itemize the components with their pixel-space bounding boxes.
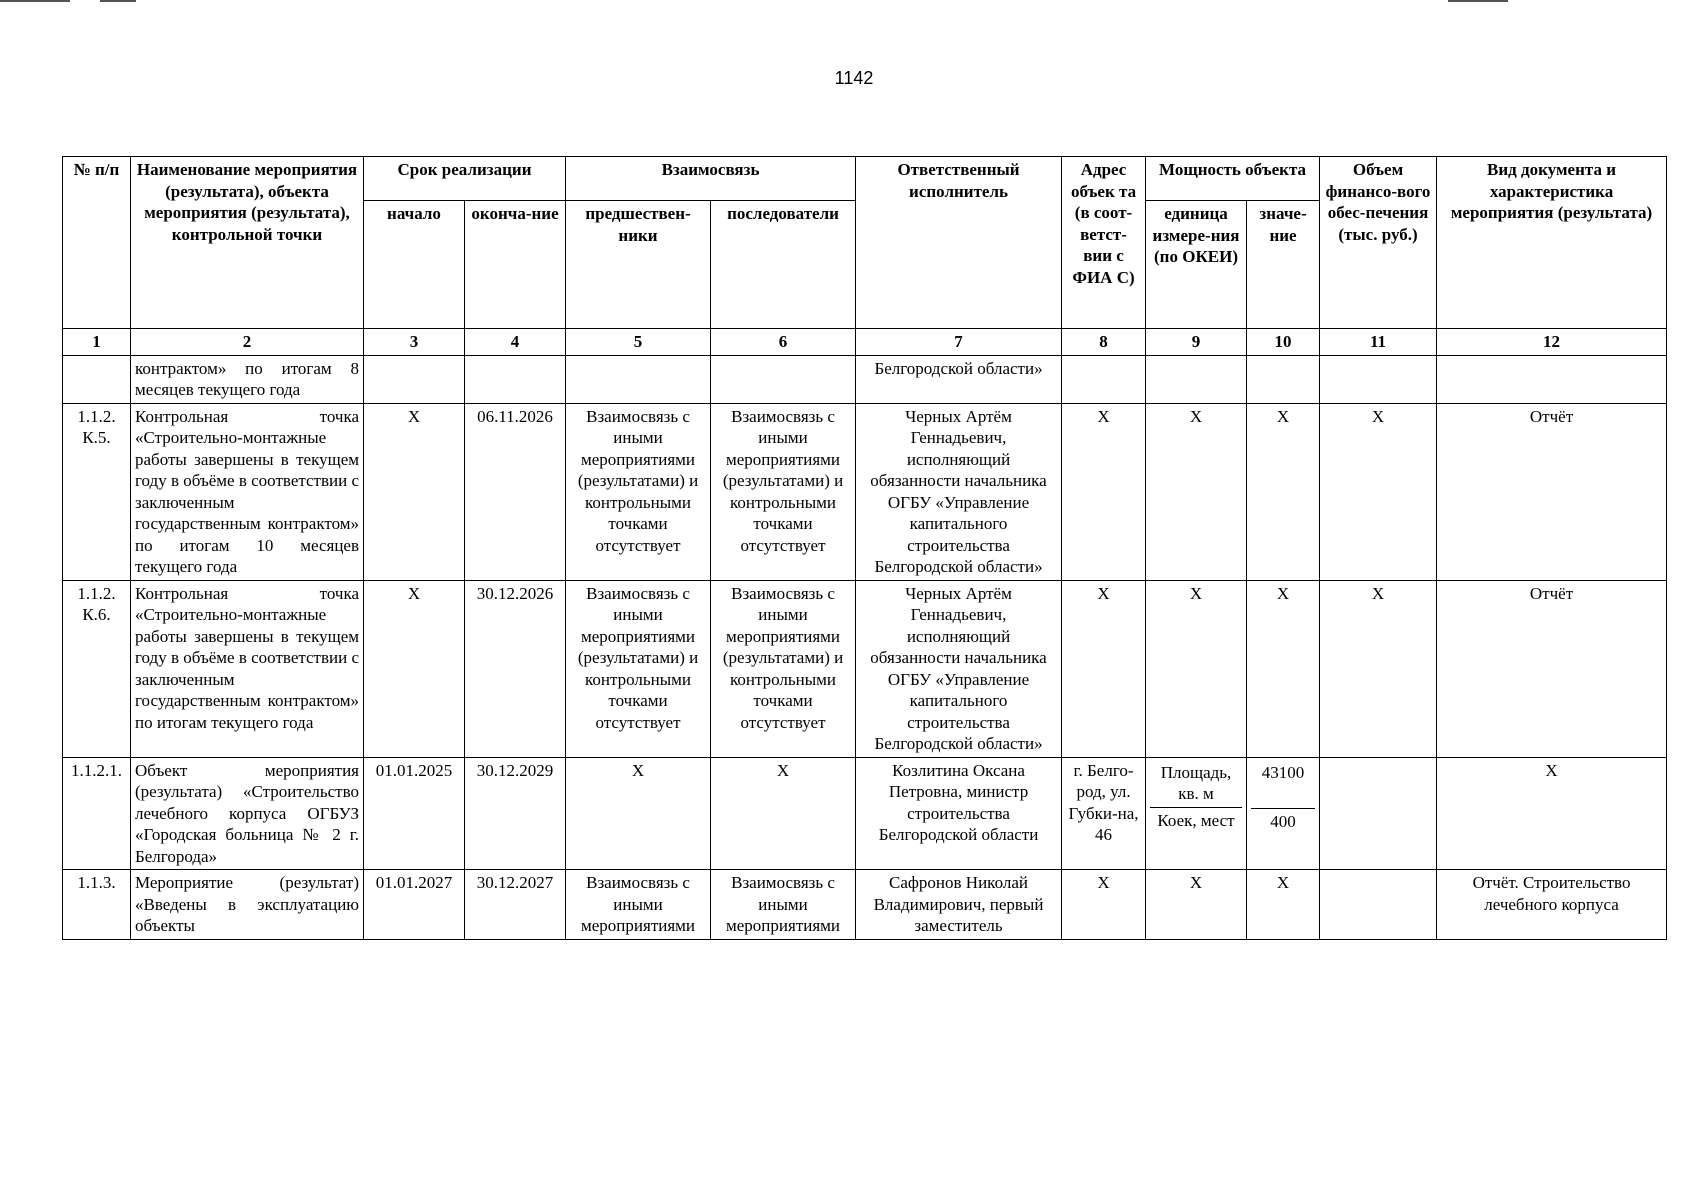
cell-value: X	[1247, 870, 1320, 940]
table-row	[63, 403, 1667, 580]
header-start: начало	[364, 201, 465, 329]
top-edge-mark-left-short	[100, 0, 136, 2]
cell-start: 01.01.2027	[364, 870, 465, 940]
cell-doc: Отчёт. Строительство лечебного корпуса	[1437, 870, 1667, 940]
cell-start: X	[364, 580, 465, 757]
cell-num	[63, 355, 131, 403]
table-row	[63, 870, 1667, 940]
cell-address: X	[1062, 580, 1146, 757]
column-number: 6	[711, 329, 856, 356]
header-address: Адрес объек та (в соот-ветст-вии с ФИА С)	[1062, 157, 1146, 329]
cell-successors: Взаимосвязь с иными мероприятиями (результатами) и контрольными точками отсутствует	[711, 580, 856, 757]
cell-unit: X	[1146, 870, 1247, 940]
column-number: 5	[566, 329, 711, 356]
cell-unit-beds: Коек, мест	[1150, 807, 1242, 834]
cell-finance	[1320, 355, 1437, 403]
column-number: 10	[1247, 329, 1320, 356]
cell-value-area: 43100	[1261, 762, 1305, 782]
cell-address: X	[1062, 403, 1146, 580]
header-successors: последователи	[711, 201, 856, 329]
cell-responsible: Козлитина Оксана Петровна, министр строительства Белгородской области	[856, 757, 1062, 870]
header-unit: единица измере-ния (по ОКЕИ)	[1146, 201, 1247, 329]
cell-doc	[1437, 355, 1667, 403]
header-relation: Взаимосвязь	[566, 157, 856, 201]
cell-successors	[711, 355, 856, 403]
cell-end: 30.12.2027	[465, 870, 566, 940]
cell-value: X	[1247, 403, 1320, 580]
cell-finance: X	[1320, 580, 1437, 757]
column-numbers-row	[63, 329, 1667, 356]
cell-finance: X	[1320, 403, 1437, 580]
header-period: Срок реализации	[364, 157, 566, 201]
cell-responsible: Белгородской области»	[856, 355, 1062, 403]
cell-unit-area: Площадь, кв. м	[1160, 762, 1232, 803]
cell-finance	[1320, 870, 1437, 940]
header-name: Наименование мероприятия (результата), объекта мероприятия (результата), контрольной точки	[131, 157, 364, 329]
cell-num: 1.1.2.1.	[63, 757, 131, 870]
cell-successors: Взаимосвязь с иными мероприятиями	[711, 870, 856, 940]
cell-finance	[1320, 757, 1437, 870]
cell-address: г. Белго-род, ул. Губки-на, 46	[1062, 757, 1146, 870]
cell-start: X	[364, 403, 465, 580]
top-edge-mark-right	[1448, 0, 1508, 2]
cell-address	[1062, 355, 1146, 403]
cell-start	[364, 355, 465, 403]
table-row	[63, 757, 1667, 870]
column-number: 2	[131, 329, 364, 356]
cell-doc: X	[1437, 757, 1667, 870]
cell-doc: Отчёт	[1437, 580, 1667, 757]
cell-predecessors	[566, 355, 711, 403]
cell-num: 1.1.2. К.5.	[63, 403, 131, 580]
table-row	[63, 580, 1667, 757]
column-number: 12	[1437, 329, 1667, 356]
cell-value-group	[1247, 757, 1320, 870]
header-predecessors: предшествен-ники	[566, 201, 711, 329]
cell-name: Контрольная точка «Строительно-монтажные работы завершены в текущем году в объёме в соответствии с заключенным государственным контрактом» по итогам текущего года	[131, 580, 364, 757]
cell-name: Объект мероприятия (результата) «Строительство лечебного корпуса ОГБУЗ «Городская больница № 2 г. Белгорода»	[131, 757, 364, 870]
header-num: № п/п	[63, 157, 131, 329]
cell-value-beds: 400	[1251, 808, 1315, 835]
cell-unit: X	[1146, 580, 1247, 757]
table-row	[63, 355, 1667, 403]
cell-value: X	[1247, 580, 1320, 757]
column-number: 8	[1062, 329, 1146, 356]
cell-doc: Отчёт	[1437, 403, 1667, 580]
cell-end: 06.11.2026	[465, 403, 566, 580]
cell-responsible: Черных Артём Геннадьевич, исполняющий обязанности начальника ОГБУ «Управление капитального строительства Белгородской области»	[856, 403, 1062, 580]
cell-name: Мероприятие (результат) «Введены в эксплуатацию объекты	[131, 870, 364, 940]
cell-responsible: Черных Артём Геннадьевич, исполняющий обязанности начальника ОГБУ «Управление капитального строительства Белгородской области»	[856, 580, 1062, 757]
header-responsible: Ответственный исполнитель	[856, 157, 1062, 329]
column-number: 3	[364, 329, 465, 356]
page-number: 1142	[834, 68, 874, 88]
header-value: значе-ние	[1247, 201, 1320, 329]
plan-table	[62, 156, 1667, 940]
cell-successors: Взаимосвязь с иными мероприятиями (результатами) и контрольными точками отсутствует	[711, 403, 856, 580]
cell-responsible: Сафронов Николай Владимирович, первый заместитель	[856, 870, 1062, 940]
cell-num: 1.1.2. К.6.	[63, 580, 131, 757]
cell-unit	[1146, 355, 1247, 403]
column-number: 9	[1146, 329, 1247, 356]
cell-predecessors: X	[566, 757, 711, 870]
column-number: 7	[856, 329, 1062, 356]
column-number: 11	[1320, 329, 1437, 356]
cell-num: 1.1.3.	[63, 870, 131, 940]
column-number: 4	[465, 329, 566, 356]
cell-end	[465, 355, 566, 403]
cell-predecessors: Взаимосвязь с иными мероприятиями (результатами) и контрольными точками отсутствует	[566, 403, 711, 580]
header-finance: Объем финансо-вого обес-печения (тыс. руб.)	[1320, 157, 1437, 329]
cell-unit-group	[1146, 757, 1247, 870]
cell-predecessors: Взаимосвязь с иными мероприятиями (результатами) и контрольными точками отсутствует	[566, 580, 711, 757]
cell-successors: X	[711, 757, 856, 870]
cell-unit: X	[1146, 403, 1247, 580]
cell-predecessors: Взаимосвязь с иными мероприятиями	[566, 870, 711, 940]
cell-value	[1247, 355, 1320, 403]
header-capacity: Мощность объекта	[1146, 157, 1320, 201]
cell-name: контрактом» по итогам 8 месяцев текущего года	[131, 355, 364, 403]
cell-start: 01.01.2025	[364, 757, 465, 870]
cell-address: X	[1062, 870, 1146, 940]
header-doc: Вид документа и характеристика мероприятия (результата)	[1437, 157, 1667, 329]
top-edge-mark-left	[0, 0, 70, 2]
cell-name: Контрольная точка «Строительно-монтажные работы завершены в текущем году в объёме в соответствии с заключенным государственным контрактом» по итогам 10 месяцев текущего года	[131, 403, 364, 580]
cell-end: 30.12.2029	[465, 757, 566, 870]
cell-end: 30.12.2026	[465, 580, 566, 757]
header-end: оконча-ние	[465, 201, 566, 329]
column-number: 1	[63, 329, 131, 356]
